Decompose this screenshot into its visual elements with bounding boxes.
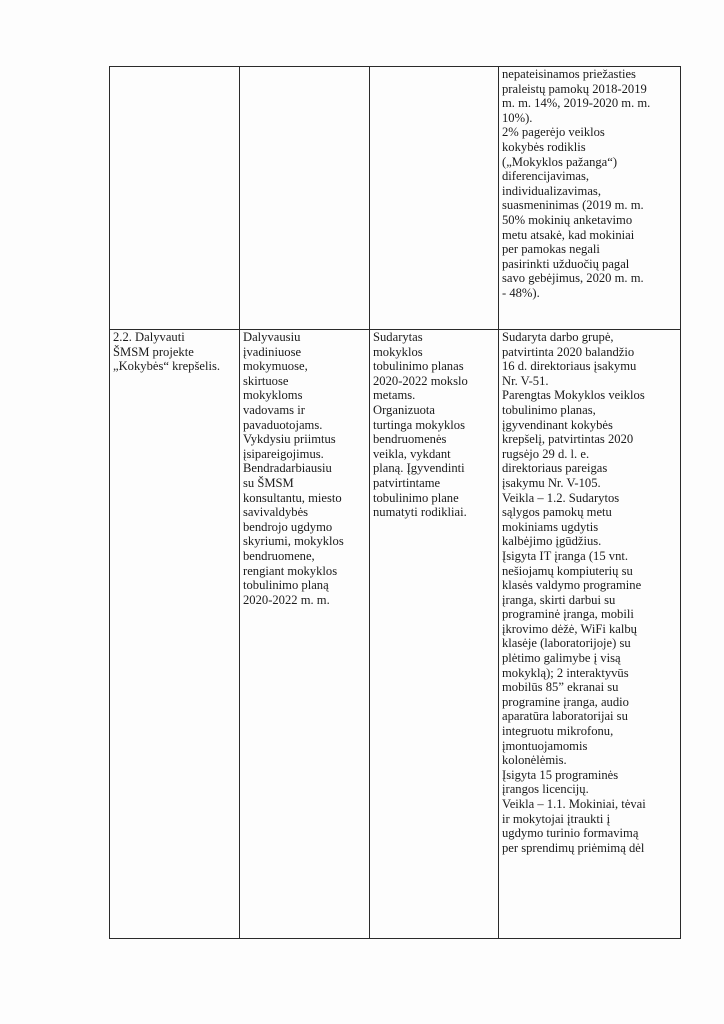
cell-results-continuation xyxy=(499,67,681,330)
cell-actions xyxy=(240,330,370,939)
table-row xyxy=(110,67,681,330)
results-paragraph: Parengtas Mokyklos veiklos tobulinimo planas, įgyvendinant kokybės krepšelį, patvirtintas 2020 rugsėjo 29 d. l. e. direktoriaus pareigas įsakymu Nr. V-105. xyxy=(502,388,645,490)
activity-table xyxy=(109,66,681,939)
cell-results xyxy=(499,330,681,939)
cell-task xyxy=(110,330,240,939)
results-paragraph: nepateisinamos priežasties praleistų pamokų 2018-2019 m. m. 14%, 2019-2020 m. m. 10%). xyxy=(502,67,651,125)
cell-empty-task xyxy=(110,67,240,330)
results-paragraph: Veikla – 1.2. Sudarytos sąlygos pamokų metu mokiniams ugdytis kalbėjimo įgūdžius. Įsigyta IT įranga (15 vnt. nešiojamų kompiuterių su klasės valdymo programine įranga, skirti darbui su programinė įranga, mobili įkrovimo dėžė, WiFi kalbų klasėje (laboratorijoje) su plėtimo galimybe į visą mokyklą); 2 interaktyvūs mobilūs 85” ekranai su programine įranga, audio aparatūra laboratorijai su integruotu mikrofonu, įmontuojamomis kolonėlėmis. xyxy=(502,490,642,768)
results-paragraph: 2% pagerėjo veiklos kokybės rodiklis („Mokyklos pažanga“) diferencijavimas, individualizavimas, suasmeninimas (2019 m. m. 50% mokinių anketavimo metu atsakė, kad mokiniai per pamokas negali pasirinkti užduočių pagal savo gebėjimus, 2020 m. m. - 48%). xyxy=(502,125,644,300)
results-paragraph: Sudaryta darbo grupė, patvirtinta 2020 balandžio 16 d. direktoriaus įsakymu Nr. V-51. xyxy=(502,330,637,388)
indicators-text: Sudarytas mokyklos tobulinimo planas 2020-2022 mokslo metams. Organizuota turtinga mokyklos bendruomenės veikla, vykdant planą. Įgyvendinti patvirtintame tobulinimo plane numatyti rodikliai. xyxy=(373,330,468,520)
task-text: 2.2. Dalyvauti ŠMSM projekte „Kokybės“ krepšelis. xyxy=(113,330,221,374)
cell-empty-indicators xyxy=(370,67,499,330)
cell-empty-actions xyxy=(240,67,370,330)
table-row xyxy=(110,330,681,939)
results-paragraph: Įsigyta 15 programinės įrangos licencijų. xyxy=(502,767,619,797)
actions-text: Dalyvausiu įvadiniuose mokymuose, skirtuose mokykloms vadovams ir pavaduotojams. Vykdysiu priimtus įsipareigojimus. Bendradarbiausiu su ŠMSM konsultantu, miesto savivaldybės bendrojo ugdymo skyriumi, mokyklos bendruomene, rengiant mokyklos tobulinimo planą 2020-2022 m. m. xyxy=(243,330,344,607)
cell-indicators xyxy=(370,330,499,939)
results-paragraph: Veikla – 1.1. Mokiniai, tėvai ir mokytojai įtraukti į ugdymo turinio formavimą per sprendimų priėmimą dėl xyxy=(502,797,646,855)
